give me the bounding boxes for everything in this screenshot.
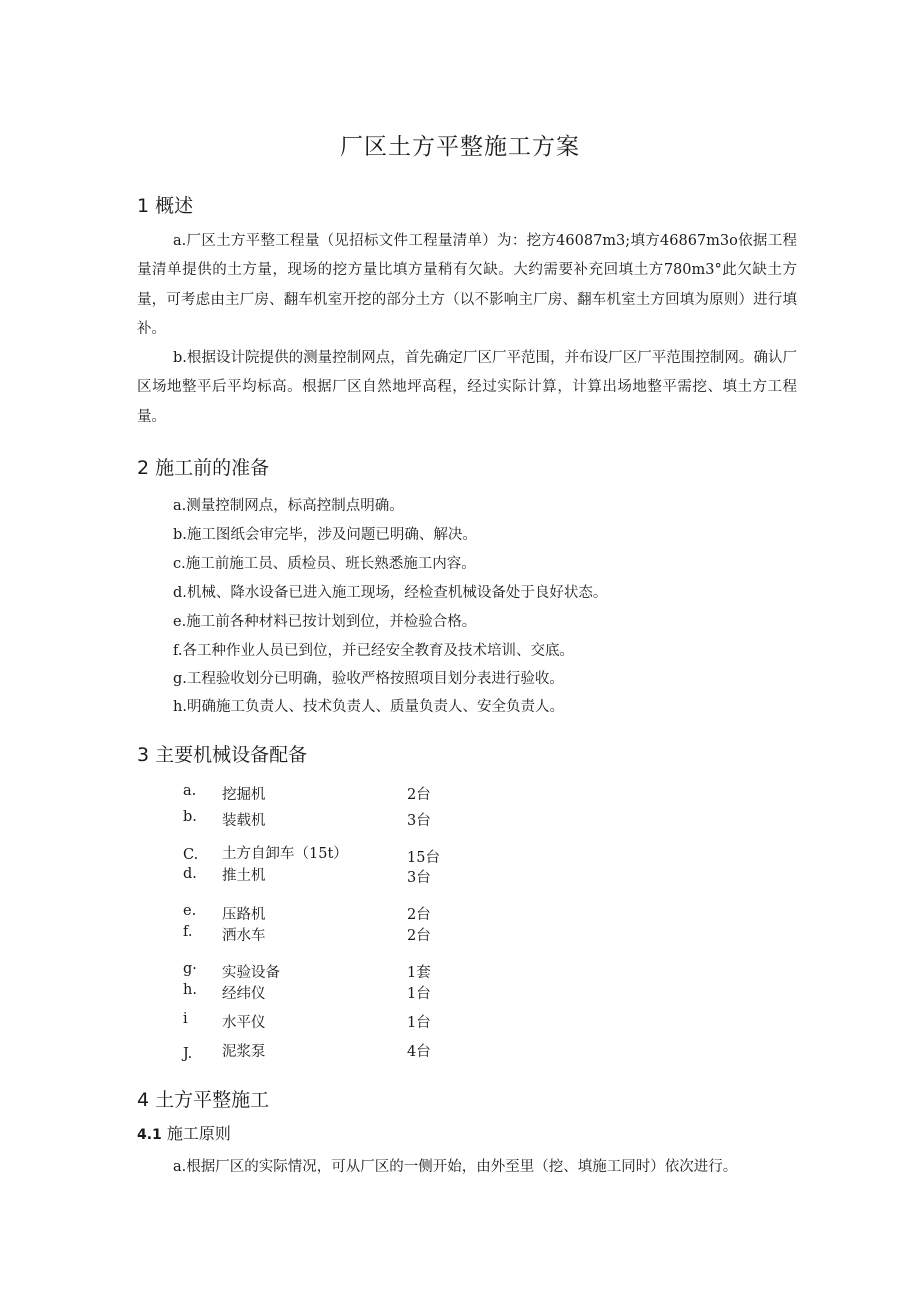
prep-item: g.工程验收划分已明确，验收严格按照项目划分表进行验收。 [173,671,564,687]
section-1-paragraph-b: b.根据设计院提供的测量控制网点，首先确定厂区厂平范围，并布设厂区厂平范围控制网。确认厂区场地整平后平均标高。根据厂区自然地坪高程，经过实际计算，计算出场地整平需挖、填土方工程量。 [137,350,797,425]
equipment-qty: 2台 [407,928,431,944]
equipment-qty: 2台 [407,907,431,923]
prep-item: d.机械、降水设备已进入施工现场，经检查机械设备处于良好状态。 [173,585,608,601]
prep-item: c.施工前施工员、质检员、班长熟悉施工内容。 [173,556,476,572]
equipment-qty: 1台 [407,1015,431,1031]
subsection-4-1-heading [137,1121,231,1144]
equipment-letter: J. [183,1046,193,1062]
equipment-name: 挖掘机 [222,787,266,803]
equipment-qty: 1台 [407,986,431,1002]
section-2-heading: 2 施工前的准备 [137,457,270,479]
equipment-qty: 15台 [407,850,440,866]
prep-item: f.各工种作业人员已到位，并已经安全教育及技术培训、交底。 [173,643,574,659]
prep-item: e.施工前各种材料已按计划到位，并检验合格。 [173,614,477,630]
section-1-heading: 1 概述 [137,195,194,217]
equipment-name: 推土机 [222,868,266,884]
equipment-qty: 2台 [407,787,431,803]
prep-item: a.测量控制网点，标高控制点明确。 [173,498,404,514]
equipment-name: 实验设备 [222,965,280,981]
equipment-letter: e. [183,903,197,919]
section-3-heading: 3 主要机械设备配备 [137,744,308,766]
equipment-qty: 3台 [407,813,431,829]
subsection-number: 4.1 [137,1127,162,1143]
equipment-qty: 3台 [407,870,431,886]
equipment-letter: a. [183,783,197,799]
equipment-name: 压路机 [222,907,266,923]
document-title: 厂区土方平整施工方案 [340,134,580,160]
equipment-letter: h. [183,982,197,998]
equipment-row [0,982,920,1006]
equipment-qty: 1套 [407,965,431,981]
equipment-letter: f. [183,924,193,940]
equipment-row [0,1040,920,1064]
equipment-name: 土方自卸车（15t） [222,846,348,862]
section-1-paragraph-a: a.厂区土方平整工程量（见招标文件工程量清单）为：挖方46087m3;填方46867m3o依据工程量清单提供的土方量，现场的挖方量比填方量稍有欠缺。大约需要补充回填土方780m3°此欠缺土方量，可考虑由主厂房、翻车机室开挖的部分土方（以不影响主厂房、翻车机室土方回填为原则）进行填补。 [137,233,797,337]
equipment-letter: C. [183,847,199,863]
prep-item: h.明确施工负责人、技术负责人、质量负责人、安全负责人。 [173,699,564,715]
equipment-letter: i [183,1011,188,1027]
equipment-letter: g· [183,961,197,977]
section-4-paragraph-a: a.根据厂区的实际情况，可从厂区的一侧开始，由外至里（挖、填施工同时）依次进行。 [173,1159,738,1175]
equipment-name: 经纬仪 [222,986,266,1002]
equipment-qty: 4台 [407,1044,431,1060]
equipment-row [0,1011,920,1035]
equipment-row [0,866,920,890]
subsection-title: 施工原则 [166,1124,231,1143]
prep-item: b.施工图纸会审完毕，涉及问题已明确、解决。 [173,527,477,543]
equipment-letter: b. [183,809,197,825]
equipment-name: 洒水车 [222,928,266,944]
section-4-heading: 4 土方平整施工 [137,1089,270,1111]
equipment-row [0,783,920,807]
equipment-row [0,809,920,833]
equipment-name: 水平仪 [222,1015,266,1031]
equipment-name: 装载机 [222,813,266,829]
equipment-row [0,924,920,948]
equipment-letter: d. [183,866,197,882]
equipment-name: 泥浆泵 [222,1044,266,1060]
equipment-row [0,844,920,868]
